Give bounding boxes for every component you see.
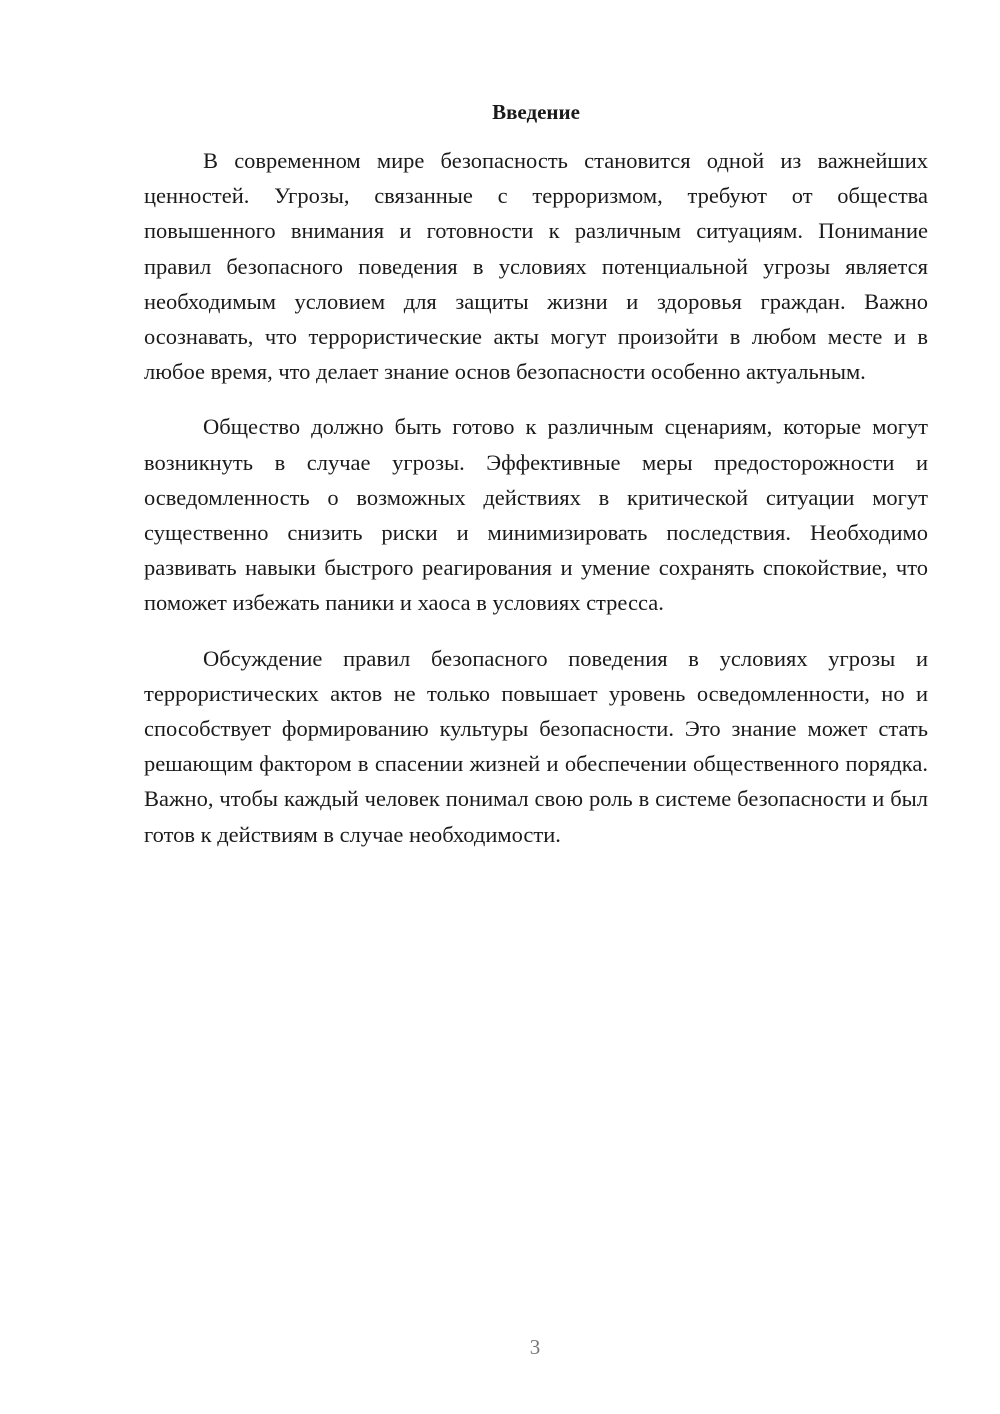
paragraph-1: В современном мире безопасность становится одной из важнейших ценностей. Угрозы, связанные с терроризмом, требуют от общества повышенного внимания и готовности к различным ситуациям. Понимание правил безопасного поведения в условиях потенциальной угрозы является необходимым условием для защиты жизни и здоровья граждан. Важно осознавать, что террористические акты могут произойти в любом месте и в любое время, что делает знание основ безопасности особенно актуальным. xyxy=(144,148,928,385)
paragraph-2: Общество должно быть готово к различным сценариям, которые могут возникнуть в случае угрозы. Эффективные меры предосторожности и осведомленность о возможных действиях в критической ситуации могут существенно снизить риски и минимизировать последствия. Необходимо развивать навыки быстрого реагирования и умение сохранять спокойствие, что поможет избежать паники и хаоса в условиях стресса. xyxy=(144,414,928,616)
paragraph-3: Обсуждение правил безопасного поведения в условиях угрозы и террористических актов не только повышает уровень осведомленности, но и способствует формированию культуры безопасности. Это знание может стать решающим фактором в спасении жизней и обеспечении общественного порядка. Важно, чтобы каждый человек понимал свою роль в системе безопасности и был готов к действиям в случае необходимости. xyxy=(144,645,928,847)
page-number: 3 xyxy=(529,1335,541,1359)
page-title: Введение xyxy=(492,100,580,124)
body-text xyxy=(144,143,928,872)
